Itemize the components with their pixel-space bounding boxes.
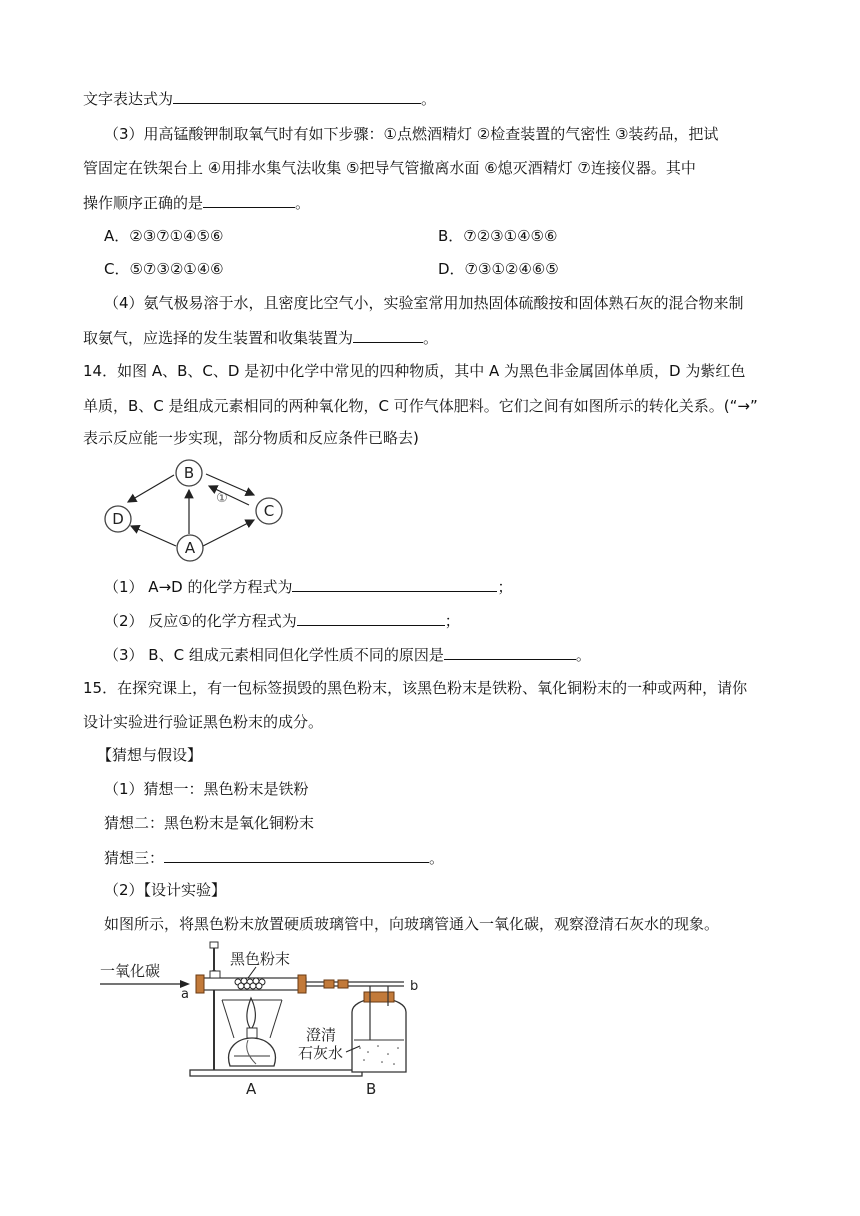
inlet-a-label: a <box>181 987 189 1002</box>
q14-stem-line2: 单质，B、C 是组成元素相同的两种氧化物，C 可作气体肥料。它们之间有如图所示的转化关系。(“→” <box>83 397 758 415</box>
q15-guess3-line <box>104 847 444 868</box>
q13-option-a[interactable]: A．②③⑦①④⑤⑥ <box>104 227 224 245</box>
q15-guess3-label: 猜想三： <box>104 849 165 867</box>
q15-guess1: （1）猜想一：黑色粉末是铁粉 <box>104 780 309 798</box>
q13-part3-end: 。 <box>295 194 311 212</box>
flame <box>247 998 256 1028</box>
node-c-label: C <box>263 502 275 520</box>
iron-stand-base <box>190 1070 362 1076</box>
q14-sub2-blank[interactable] <box>297 610 445 626</box>
q13-part3-label: 操作顺序正确的是 <box>83 194 204 212</box>
q13-part4-line2 <box>83 327 438 348</box>
q13-expression-blank[interactable] <box>173 88 421 104</box>
arrow-b-to-d <box>128 475 174 502</box>
q14-sub1-end: ； <box>497 578 513 596</box>
q14-sub1-label: （1） A→D 的化学方程式为 <box>104 578 293 596</box>
q14-sub2-line <box>104 610 460 631</box>
q14-sub3-end: 。 <box>575 646 591 664</box>
q14-sub2-label: （2） 反应①的化学方程式为 <box>104 612 297 630</box>
q13-part4-label: 取氨气，应选择的发生装置和收集装置为 <box>83 329 354 347</box>
q13-part3-line3 <box>83 192 310 213</box>
node-d-label: D <box>112 510 124 528</box>
alcohol-lamp <box>229 1038 276 1066</box>
q13-option-b[interactable]: B．⑦②③①④⑤⑥ <box>438 227 558 245</box>
q13-part3-line1: （3）用高锰酸钾制取氧气时有如下步骤：①点燃酒精灯 ②检查装置的气密性 ③装药品，把试 <box>104 125 719 143</box>
limewater <box>354 1040 404 1070</box>
q14-sub1-line <box>104 576 512 597</box>
q13-expression-end: 。 <box>421 90 437 108</box>
arrow-a-to-c <box>203 520 254 546</box>
node-a-label: A <box>184 539 196 557</box>
q13-expression-line <box>83 88 436 109</box>
q14-sub3-blank[interactable] <box>444 644 576 660</box>
q15-design-heading: （2）【设计实验】 <box>104 881 227 899</box>
q15-stem-line2: 设计实验进行验证黑色粉末的成分。 <box>83 713 324 731</box>
q15-guess2: 猜想二：黑色粉末是氧化铜粉末 <box>104 814 315 832</box>
q14-sub3-label: （3） B、C 组成元素相同但化学性质不同的原因是 <box>104 646 444 664</box>
q13-option-d[interactable]: D．⑦③①②④⑥⑤ <box>438 260 559 278</box>
co-label: 一氧化碳 <box>100 962 161 980</box>
q13-part4-end: 。 <box>423 329 439 347</box>
outlet-b-label: b <box>410 979 419 994</box>
q15-design-description: 如图所示，将黑色粉末放置硬质玻璃管中，向玻璃管通入一氧化碳，观察澄清石灰水的现象。 <box>104 915 720 933</box>
q13-part3-line2: 管固定在铁架台上 ④用排水集气法收集 ⑤把导气管撤离水面 ⑥熄灭酒精灯 ⑦连接仪器。其中 <box>83 159 696 177</box>
limewater-label-2: 石灰水 <box>298 1044 344 1062</box>
powder-label: 黑色粉末 <box>230 950 291 968</box>
apparatus-label-a: A <box>246 1080 257 1098</box>
q14-stem-line3: 表示反应能一步实现，部分物质和反应条件已略去) <box>83 429 419 447</box>
black-powder <box>235 978 265 989</box>
q13-part3-blank[interactable] <box>203 192 295 208</box>
limewater-label-1: 澄清 <box>306 1026 337 1044</box>
arrow-a-to-d <box>131 526 176 546</box>
q14-conversion-diagram <box>96 454 296 566</box>
q15-stem-line1: 15．在探究课上，有一包标签损毁的黑色粉末，该黑色粉末是铁粉、氧化铜粉末的一种或两种，请你 <box>83 679 748 697</box>
node-b-label: B <box>183 464 195 482</box>
arrow-c-to-b <box>209 486 249 505</box>
q14-stem-line1: 14．如图 A、B、C、D 是初中化学中常见的四种物质，其中 A 为黑色非金属固体单质，D 为紫红色 <box>83 362 746 380</box>
q15-apparatus-figure <box>98 940 438 1098</box>
q13-expression-label: 文字表达式为 <box>83 90 174 108</box>
q13-part4-blank[interactable] <box>353 327 423 343</box>
stopper-left <box>196 975 204 993</box>
q14-sub3-line <box>104 644 591 665</box>
q15-guess3-end: 。 <box>429 849 445 867</box>
q13-option-c[interactable]: C．⑤⑦③②①④⑥ <box>104 260 224 278</box>
q15-heading: 【猜想与假设】 <box>97 746 203 764</box>
q13-part4-line1: （4）氨气极易溶于水，且密度比空气小，实验室常用加热固体硫酸按和固体熟石灰的混合物来制 <box>104 294 744 312</box>
stopper-right <box>298 975 306 993</box>
q15-guess3-blank[interactable] <box>164 847 429 863</box>
reaction-mark-1: ① <box>216 491 228 506</box>
arrow-b-to-c <box>206 474 254 495</box>
bottle-stopper <box>364 992 394 1002</box>
apparatus-label-b: B <box>366 1080 377 1098</box>
q14-sub2-end: ； <box>444 612 460 630</box>
q14-sub1-blank[interactable] <box>292 576 497 592</box>
